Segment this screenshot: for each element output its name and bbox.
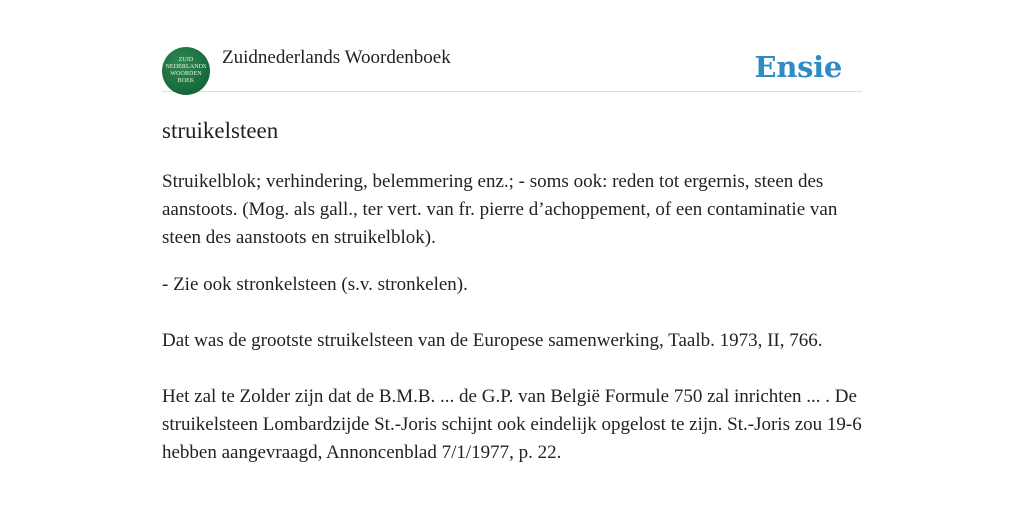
logo-line: BOEK (177, 78, 195, 84)
logo-line: ZUID (178, 57, 194, 63)
definition-text: Struikelblok; verhindering, belemmering enz.; - soms ook: reden tot ergernis, steen des aanstoots. (Mog. als gall., ter vert. van fr. pierre d’achoppement, of een contaminatie van steen des aanstoots en struikelblok). (162, 171, 838, 248)
see-also-text: - Zie ook stronkelsteen (s.v. stronkelen). (162, 274, 468, 295)
example-quote: Dat was de grootste struikelsteen van de Europese samenwerking, Taalb. 1973, II, 766. (162, 330, 823, 351)
logo-line: WOORDEN (170, 71, 202, 77)
dictionary-logo[interactable] (162, 47, 210, 95)
header (162, 40, 862, 92)
example-quote: Het zal te Zolder zijn dat de B.M.B. ... de G.P. van België Formule 750 zal inrichten ... . De struikelsteen Lombardzijde St.-Joris schijnt ook eindelijk opgelost te zijn. St.-Joris zou 19-6 hebben aangevraagd, Annoncenblad 7/1/1977, p. 22. (162, 386, 862, 463)
logo-line: NEDERLANDS (165, 64, 207, 70)
dictionary-title[interactable]: Zuidnederlands Woordenboek (222, 47, 451, 68)
page-title: struikelsteen (162, 118, 279, 143)
ensie-brand-logo[interactable]: Ensie (754, 50, 842, 84)
entry-card (162, 40, 862, 467)
